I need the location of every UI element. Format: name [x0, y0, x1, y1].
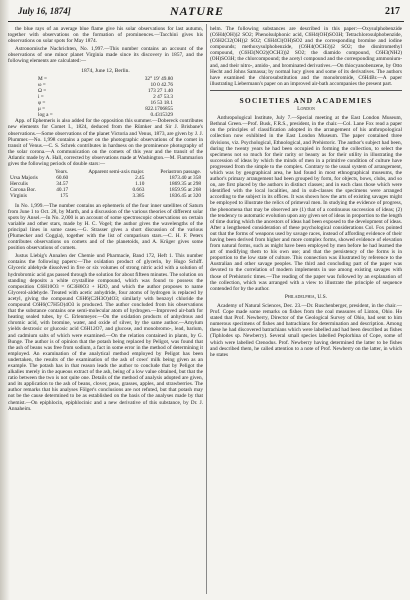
- table-cell: 175: [60, 193, 69, 200]
- continuation-paragraph: helm. The following substances are described in this paper:—Oxysulphobenzide (C6H4(OH))2 SO2; Phenolsulphonic acid, C6H4(OH)SO3H; Tetrachlorosulphobenzide, (C6H2Cl2(OH))2 SO2; C6H4Cl(OH)SO2 and the corresponding bromine and iodine compounds; methoxysulphobenzide, (C6H4(OCH3))2 SO2; the disnitromethyl compound, (C6H3(NO2)(OCH3))2 SO2; the diamido compound, C6H3(NH2)(OH)SO3H; the chlorcompound; the acetyl compound and the corresponding ammonium- and, and their nitro-, amido-, and brominated derivatives.—On thiocyanobenzene, by Otto Hecht and Johns Samassa; by normal lucy given and some of its derivatives. The authors have examined the chlorosubstitution and the monobromide, C6H4Br.—A paper illustrating Liebermann's paper on an improved air-bath accompanies the present part.: [210, 26, 402, 87]
- element-value: 2 47 53.3: [153, 93, 173, 100]
- table-cell: 1869.35 at 298: [169, 181, 201, 188]
- orbital-elements: [8, 76, 203, 119]
- element-value: 32° 19' 49.80: [144, 75, 173, 82]
- element-value: 822.1706855: [145, 106, 173, 113]
- element-value: 173 27 1.40: [147, 87, 173, 94]
- element-symbol: i =: [38, 93, 44, 100]
- table-cell: Corona Bor.: [10, 187, 36, 194]
- table-cell: 0.663: [132, 187, 145, 194]
- table-cell: 2.45: [135, 175, 145, 182]
- double-stars-table: [8, 169, 203, 199]
- table-cell: Herculis: [10, 181, 28, 188]
- issue-date: July 16, 1874]: [18, 6, 71, 16]
- table-row: [8, 193, 203, 199]
- anthropological-paragraph: Anthropological Institute, July 7.—Special meeting at the East London Museum, Bethnal Green.—Prof. Busk, F.R.S., president, in the chair.—Col. Lane Fox read a paper on the principles of classification adopted in the arrangement of his anthropological collection now exhibited in the East London Museum. The paper contained three divisions, viz. Psychological, Ethnological, and Prehistoric. The author's subject had been, during the twenty years he had been occupied in forming the collection, to select the specimens not so much for their rarity or beauty as for their utility in illustrating the succession of ideas by which the minds of men in a primitive condition of culture have progressed from the simple to the complex. Contrary to the usual system of arrangement, which was by geographical area, he had found in most ethnographical museums, the author's primary arrangement had been grouped by form, for objects, bows, clubs, and so on, are first placed by the authors in distinct classes; and in each class those which were identified with the local localities, and in sub-classes the specimens were arranged according to the subject in its offices. It was shown how the arts of existing savages might be employed to illustrate the relics of primeval men. In studying the evidence of progress, the phenomena that may be observed are (1) that of a continuous succession of ideas; (2) the tendency to automatic evolution upon any given set of ideas in proportion to the length of time during which the ancestors of ideas had been exposed to the development of ideas. After a lengthened consideration of these psychological considerations Col. Fox pointed out that the forms of weapons used by savage races, instead of affording evidence of their having been derived from higher and more complex forms, showed evidence of elevation from natural forms, such as might have been employed by men before he had learned the art of modifying them to his own use; and that the persistency of the forms is in proportion to the low state of culture. This connection was illustrated by reference to the Australian and other savage peoples. The third and concluding part of the paper was devoted to the correlation of modern implements in use among existing savages with those of Prehistoric times.—The reading of the paper was followed by an explanation of the collection, which was arranged with a view to illustrate the principle of sequence contended for by the author.: [210, 115, 402, 292]
- section-rule-top: [210, 90, 402, 91]
- left-column: [8, 26, 203, 592]
- column-divider: [206, 24, 207, 594]
- table-header-cell: Years.: [54, 169, 69, 176]
- element-value: 16 53 18.1: [150, 100, 173, 107]
- table-cell: 34.57: [56, 181, 69, 188]
- intro-paragraph: the blue rays of an average blue flame give his solar observations for last autumn, together with observations on the formation of prominences.—Tacchini gives his observations on solar spots for May 1874.: [8, 26, 203, 45]
- table-cell: 40.17: [56, 187, 69, 194]
- number-1999-paragraph: In No. 1,999.—The number contains an ephemeris of the four inner satellites of Saturn from June 1 to Oct. 28, by Marth, and a discussion of the various theories of different solar spots by Ansel.—In No. 2,000 is an account of some spectroscopic observations on certain variable and other stars, made by H. C. Vogel; the author gives the wavelengths of the principal lines in some cases.—G. Strasser gives a short discussion of the various (Plumecker and Coggia), together with the list of comparison stars.—C. H. F. Peters contributes observations on comets and of the planetoids, and A. Krüger gives some position observations of comets.: [8, 202, 203, 252]
- astro-nachrichten-paragraph: Astronomische Nachrichten, No. 1,997.—This number contains an account of the observations of one minor planet Virginia made since its discovery in 1857, and the following elements are calculated:—: [8, 46, 203, 65]
- table-cell: Virginis: [10, 193, 27, 200]
- liebig-annalen-paragraph: Justus Liebig's Annalen der Chemie und Pharmacie, Band 172, Heft 1. This number contains the following papers:—The oxidation product of glycerin, by Hugo Schiff. Glyceric aldehyde dissolved in five or six volumes of strong nitric acid with a solution of hydrobromic acid gas passed through the solution for about fifteen minutes. The solution on standing deposits a white crystalline compound, which was found to possess the composition C6H10O3 = 6C3H6O3 + H2O, and which the author proposes to name Glycerol-aldehyde. Treated with acetic anhydride, four atoms of hydrogen is replaced by acetyl, giving the compound C6H6(C2H3O)4O3; similarly with benzoyl chloride the compound C6H6(C7H5O)4O3 is produced. The author concluded from his observations that the substance contains one semi-molecular atom of hydrogen.—Improved air-bath for heating sealed tubes, by C. Erlenmeyer.—On the oxidation products of anhydrous and chromic acid, with bromine, water, and oxide of silver, by the same author.—Amylum yields dextrosic or glucosic acid C6H12O7, and glucose, and monobromo-, lead, barium, and cadmium salts of which were examined.—On the relation contained in plants, by G. Bunge. The author is of opinion that the potash being replaced by Peligot, was found that the ash of beans was free from sodium, a fact in some error in the method of determining it employed. An examination of the analytical method employed by Peligot has been undertaken, the results of the examination of the ash of cows' milk being given as an example. The potash has in that reason leads the author to conclude that by Peligot the alkalies merely in the aqueous extract of the ash, being of a low value obtained, but that the ratio between the two is not quite one. Details of the method of analysis adopted are given, and its application to the ash of beans, clover, peas, grasses, apples, and strawberries. The author remarks that his analyses Fölger's conclusions are not refuted, but that potash may not be the cause determined to be as established on the basis of the analyses made by that chemist.—On epiphlocin, epiphlocinic and a new derivative of this substance, by Dr. J. Annaheim.: [8, 253, 203, 412]
- section-title: SOCIETIES AND ACADEMIES: [239, 95, 373, 105]
- academy-paragraph: Academy of Natural Sciences, Dec. 23.—Dr. Ruschenberger, president, in the chair.—Prof. Cope made some remarks on fishes from the coal measures of Linton, Ohio. He stated that Prof. Newberry, Director of the Geological Survey of Ohio, had sent to him numerous specimens of fishes and batrachians for determination and description. Among these he had discovered batrachians which were labelled and had been described as fishes (Tiphlodes sp. Newberry). Several small species labelled Peplorhina of Cope, some of which were labelled Ctenodus. Prof. Newberry having determined the latter to be fishes and described them, he called attention to a note of Prof. Newberry on the latter, in which he states: [210, 302, 402, 358]
- element-value: 10 0 42.76: [150, 81, 173, 88]
- place-philadelphia: Philadelphia, U.S.: [284, 293, 328, 300]
- ephemeris-paragraph: App. of Ephemeris is also added for the opposition this summer.—Dobereck contributes new elements for Comet I., 1824, deduced from the Rümker and Sir J. Brisbane's observations.—Some observations of the planet Victoria and Venus, 1873, are given by J. J. Plummer.—No. 1,998 contains a paper on the photographic observations of the comet in transit of Venus.—C. S. Schrek contributes in hardness on the prominence photography of the solar corona.—A communication on the comets of this year and the transit of the Atlantic made by A. Hall, corrected by observations made at Washington.—M. Flammarion gives the following periods of double stars:—: [8, 118, 203, 167]
- table-header-cell: Periastron passage.: [160, 169, 201, 176]
- table-cell: Ursa Majoris: [10, 175, 38, 182]
- page-header: [0, 0, 410, 22]
- element-symbol: φ =: [38, 100, 46, 107]
- table-cell: 1836.45 at 320: [169, 193, 201, 200]
- table-cell: 1.10: [135, 181, 145, 188]
- place-london: London: [297, 106, 315, 113]
- table-cell: 60.60: [56, 175, 69, 182]
- journal-title: NATURE: [170, 4, 225, 18]
- element-symbol: ω =: [38, 81, 46, 88]
- table-cell: 3.385: [132, 193, 145, 200]
- header-rule: [8, 21, 404, 22]
- element-symbol: M =: [38, 75, 48, 82]
- element-value: 0.4315329: [150, 112, 173, 119]
- element-symbol: μ =: [38, 106, 46, 113]
- page-number: 217: [385, 6, 400, 17]
- table-cell: 1873.40 at 358: [169, 175, 201, 182]
- right-column: [210, 26, 402, 592]
- table-cell: 1859.95 at 268: [169, 187, 201, 194]
- element-symbol: Ω =: [38, 87, 47, 94]
- elements-date: 1874, June 12, Berlin.: [81, 67, 130, 74]
- table-header-cell: Apparent semi-axis major.: [88, 169, 145, 176]
- element-symbol: log a =: [38, 112, 53, 119]
